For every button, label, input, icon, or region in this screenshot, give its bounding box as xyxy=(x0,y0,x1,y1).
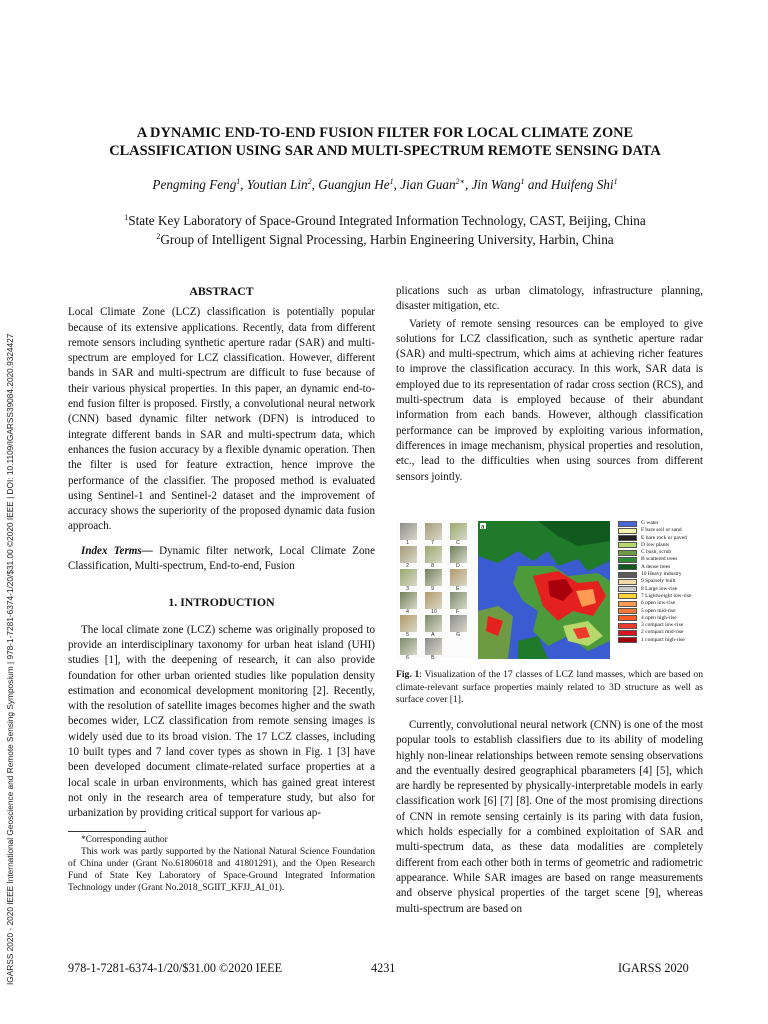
legend-label: B scattered trees xyxy=(641,556,678,563)
legend-label: 1 compact high-rise xyxy=(641,636,685,643)
intro-heading: 1. INTRODUCTION xyxy=(168,595,275,610)
author-name: Huifeng Shi xyxy=(550,177,614,192)
author-list: Pengming Feng$^1$, Youtian Lin$^2$, Guangjun He$^1$, Jian Guan$^{2∗}$, Jin Wang$^1$ and Huifeng Shi$^1$ xyxy=(152,177,618,192)
author-affiliation-mark: 1 xyxy=(236,177,241,186)
lcz-thumbnail-label: 6 xyxy=(406,655,409,661)
legend-label: D low plants xyxy=(641,541,670,548)
legend-label: E bare rock or paved xyxy=(641,534,687,541)
intro-paragraph-2: Variety of remote sensing resources can be employed to give solutions for LCZ classification, such as synthetic aperture radar (SAR) and multi-spectrum, which aims at achieving richer features to improve the classification accuracy. In this work, SAR data is employed due to its representation of radar cross section (RCS), and multi-spectrum data is employed because of their abundant information from each bands. However, although classification performance can be improved by exploiting various information, differences in image mechanism, physical properties and resolution, etc., lead to the difficulties when using sources from different sensors jointly. xyxy=(396,317,703,483)
legend-label: C bush, scrub xyxy=(641,549,672,556)
legend-item xyxy=(618,637,708,644)
author-name: Youtian Lin xyxy=(246,177,308,192)
figure-1 xyxy=(396,518,704,662)
lcz-legend xyxy=(618,520,708,644)
author-affiliation-mark: 1 xyxy=(613,177,618,186)
lcz-thumbnail-label: 10 xyxy=(431,609,437,615)
lcz-thumbnail xyxy=(450,592,467,609)
lcz-thumbnail-label: 9 xyxy=(431,586,434,592)
author-affiliation-mark: 1 xyxy=(389,177,394,186)
legend-swatch xyxy=(618,564,637,570)
lcz-thumbnail-label: G xyxy=(456,632,461,638)
footnote-corresponding: *Corresponding author xyxy=(81,834,168,845)
lcz-thumbnail-label: 3 xyxy=(406,586,409,592)
title-line-2: CLASSIFICATION USING SAR AND MULTI-SPECTRUM REMOTE SENSING DATA xyxy=(109,143,661,159)
legend-label: 9 Sparsely built xyxy=(641,578,676,585)
abstract-text: Local Climate Zone (LCZ) classification is potentially popular because of its extensive applications. Recently, data from different remote sensors including synthetic aperture radar (SAR) and multi-spectrum are employed for LCZ classification. However, different bands in SAR and multi-spectrum are difficult to fuse because of their various physical properties. In this paper, an dynamic end-to-end fusion filter is proposed. Firstly, a convolutional neural network (CNN) based dynamic filter network (DFN) is introduced to integrate different bands in SAR and multi-spectrum data, which enhances the fusion accuracy by a flexible dynamic operation. Then the filter is used for feature extraction, hence improve the performance of the classifier. The proposed method is evaluated using Sentinel-1 and Sentinel-2 dataset and the improvement of accuracy shows the superiority of the proposed dynamic data fusion approach. xyxy=(68,306,375,533)
lcz-thumbnail xyxy=(400,523,417,540)
sidebar-citation xyxy=(1,215,17,985)
legend-swatch xyxy=(618,535,637,541)
footer-page-number: 4231 xyxy=(371,961,396,975)
legend-label: F bare soil or sand xyxy=(641,527,682,534)
lcz-thumbnail xyxy=(425,523,442,540)
author-name: Jin Wang xyxy=(471,177,521,192)
lcz-thumbnail xyxy=(400,615,417,632)
lcz-thumbnail-label: 5 xyxy=(406,632,409,638)
legend-swatch xyxy=(618,579,637,585)
legend-swatch xyxy=(618,615,637,621)
lcz-thumbnail xyxy=(450,546,467,563)
author-affiliation-mark: 2∗ xyxy=(455,177,465,186)
intro-paragraph-cont: plications such as urban climatology, infrastructure planning, disaster mitigation, etc. xyxy=(396,285,703,313)
intro-paragraph-1: The local climate zone (LCZ) scheme was originally proposed to provide an interdisciplinary taxonomy for urban heat island (UHI) studies [1], with the deepening of research, it can also provide foundation for other urban oriented studies like population density estimation and economical development monitoring [2]. Recently, with the resolution of satellite images becomes higher and the swath becomes wider, LCZ classification from remote sensing images is widely used due to its broad vision. The 17 LCZ classes, including 10 built types and 7 land cover types as shown in Fig. 1 [3] have been developed document climate-related surface properties at a local scale in urban environments, which has gained great interest not only in the research area of temperature study, but also for urbanization by providing critical support for various ap- xyxy=(68,623,375,820)
lcz-thumbnail xyxy=(400,592,417,609)
author-name: Guangjun He xyxy=(318,177,390,192)
right-column xyxy=(396,284,703,485)
footer-isbn: 978-1-7281-6374-1/20/$31.00 ©2020 IEEE xyxy=(68,961,283,975)
title-line-1: A DYNAMIC END-TO-END FUSION FILTER FOR LOCAL CLIMATE ZONE xyxy=(136,125,634,141)
lcz-thumbnail-label: B xyxy=(431,655,435,661)
lcz-thumbnail-label: 4 xyxy=(406,609,409,615)
lcz-thumbnail xyxy=(450,523,467,540)
map-label: a xyxy=(481,524,485,531)
legend-label: 2 compact mid-rise xyxy=(641,629,684,636)
legend-label: G water xyxy=(641,520,659,526)
affiliation-2: $^2$Group of Intelligent Signal Processing, Harbin Engineering University, Harbin, China xyxy=(156,232,614,247)
legend-label: 8 Large low-rise xyxy=(641,585,678,592)
lcz-thumbnail-label: 7 xyxy=(431,540,434,546)
lcz-map-image xyxy=(478,521,610,659)
sidebar-citation-text: IGARSS 2020 - 2020 IEEE International Geoscience and Remote Sensing Symposium | 978-1-7281-6374-1/20/$31.00 ©2020 IEEE | DOI: 10.1109/IGARSS39084.2020.9324427 xyxy=(5,333,15,985)
legend-swatch xyxy=(618,630,637,636)
legend-label: 3 compact low-rise xyxy=(641,622,684,629)
paper-title xyxy=(40,124,730,160)
footnote xyxy=(68,831,375,894)
author-name: Pengming Feng xyxy=(152,177,237,192)
left-column xyxy=(68,284,375,894)
lcz-thumbnail-label: C xyxy=(456,540,460,546)
lcz-thumbnail xyxy=(425,638,442,655)
legend-swatch xyxy=(618,593,637,599)
lcz-thumbnail xyxy=(425,592,442,609)
lcz-thumbnail-label: F xyxy=(456,609,460,615)
affiliations xyxy=(40,211,730,249)
legend-swatch xyxy=(618,623,637,629)
lcz-thumbnail-label: E xyxy=(456,586,460,592)
lcz-thumbnail-label: 8 xyxy=(431,563,434,569)
legend-swatch xyxy=(618,601,637,607)
footnote-funding: This work was partly supported by the National Natural Science Foundation of China under (Grant No.61806018 and 41801291), and the Open Research Fund of State Key Laboratory of Space-Ground Integrated Information Technology under (Grant No.2018_SGIIT_KFJJ_AI_01). xyxy=(68,846,375,893)
lcz-thumbnail-label: 2 xyxy=(406,563,409,569)
lcz-thumbnail-label: A xyxy=(431,632,435,638)
legend-swatch xyxy=(618,557,637,563)
lcz-thumbnail xyxy=(400,569,417,586)
legend-swatch xyxy=(618,637,637,643)
legend-label: 10 Heavy industry xyxy=(641,571,682,578)
legend-swatch xyxy=(618,550,637,556)
intro-paragraph-3: Currently, convolutional neural network (CNN) is one of the most popular tools to establish classifiers due to its ability of modeling highly non-linear relationships between remote sensing observations and the eventually desired geographical pbarameters [4] [5], which are hardly be represented by physically-interpretable models in early classification work [6] [7] [8]. One of the most promising directions of CNN in remote sensing certainly is its paring with data fusion, which holds especially for a combined exploitation of SAR and multi-spectrum data, as these data modalities are completely different from each other both in terms of geometric and radiometric appearance. While SAR images are based on range measurements and observe physical properties of the target scene [9], whereas multi-spectrum are based on xyxy=(396,719,703,915)
author-name: Jian Guan xyxy=(400,177,456,192)
affiliation-1: $^1$State Key Laboratory of Space-Ground Integrated Information Technology, CAST, Beijing, China xyxy=(124,213,646,228)
lcz-thumbnail xyxy=(450,569,467,586)
legend-label: 5 open mid-rise xyxy=(641,607,676,614)
lcz-thumbnail xyxy=(400,546,417,563)
legend-label: 7 Lightweight low-rise xyxy=(641,592,692,599)
lcz-thumbnail-label: D xyxy=(456,563,460,569)
lcz-class-thumbnails xyxy=(396,520,476,661)
legend-swatch xyxy=(618,542,637,548)
legend-label: 6 open low-rise xyxy=(641,600,676,607)
footer-conference: IGARSS 2020 xyxy=(618,961,689,975)
lcz-thumbnail xyxy=(425,615,442,632)
legend-swatch xyxy=(618,528,637,534)
legend-swatch xyxy=(618,521,637,527)
lcz-thumbnail xyxy=(425,569,442,586)
lcz-thumbnail xyxy=(450,615,467,632)
legend-label: 4 open high-rise xyxy=(641,614,677,621)
legend-swatch xyxy=(618,608,637,614)
author-affiliation-mark: 1 xyxy=(520,177,525,186)
lcz-thumbnail-label: 1 xyxy=(406,540,409,546)
lcz-thumbnail xyxy=(425,546,442,563)
legend-label: A dense trees xyxy=(641,563,671,570)
right-column-lower xyxy=(396,718,703,917)
author-affiliation-mark: 2 xyxy=(307,177,312,186)
index-terms: Index Terms— Dynamic filter network, Local Climate Zone Classification, Multi-spectrum, End-to-end, Fusion xyxy=(68,544,375,573)
legend-swatch xyxy=(618,586,637,592)
lcz-thumbnail xyxy=(400,638,417,655)
legend-swatch xyxy=(618,572,637,578)
figure-1-caption: Fig. 1: Visualization of the 17 classes of LCZ land masses, which are based on climate-relevant surface properties mainly related to 3D structure as well as surface cover [1]. xyxy=(396,669,703,706)
abstract-heading: ABSTRACT xyxy=(189,284,254,298)
